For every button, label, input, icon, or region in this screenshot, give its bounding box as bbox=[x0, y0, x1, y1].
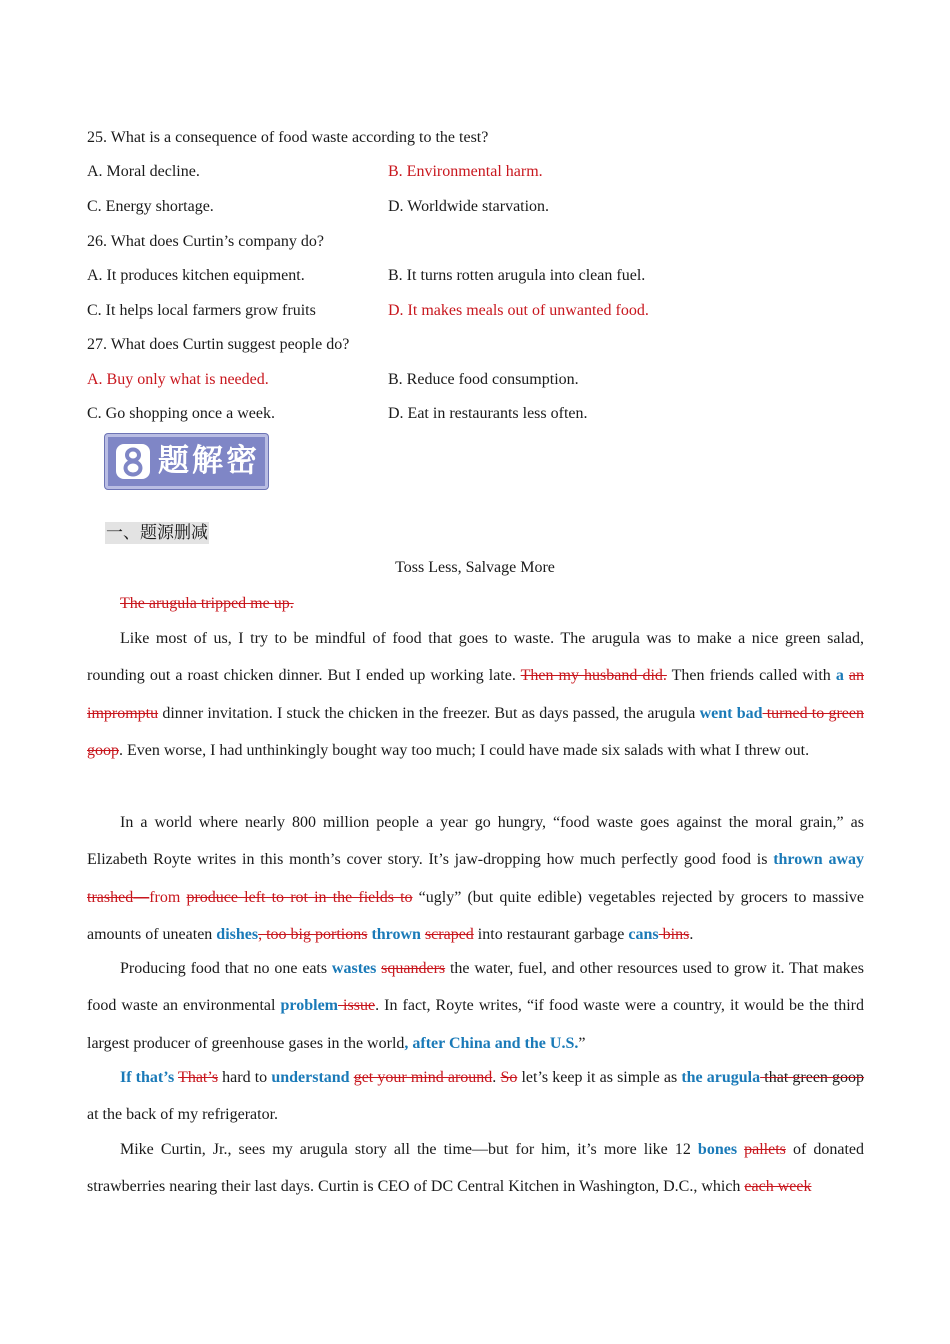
body-text: ” bbox=[578, 1034, 586, 1052]
q27-stem: 27. What does Curtin suggest people do? bbox=[87, 336, 350, 353]
body-text: Mike Curtin, Jr., sees my arugula story all the time—but for him, it’s more like 12 bbox=[120, 1141, 698, 1158]
body-text: Then friends called with bbox=[666, 667, 836, 685]
deleted-text: get your mind around bbox=[353, 1069, 493, 1086]
inserted-text: bones bbox=[697, 1141, 738, 1158]
inserted-text: the arugula bbox=[681, 1069, 761, 1086]
body-text: . Even worse, I had unthinkingly bought way too much; I could have made six salads with what I threw out. bbox=[119, 741, 810, 759]
deleted-text: squanders bbox=[381, 960, 446, 977]
inserted-text: cans bbox=[628, 925, 659, 943]
deleted-text: scraped bbox=[424, 925, 474, 943]
deleted-text: The arugula tripped me up. bbox=[120, 595, 294, 612]
article-paragraph-4 bbox=[87, 1059, 864, 1134]
q25-option-a: A. Moral decline. bbox=[87, 163, 200, 180]
inserted-text: thrown away bbox=[773, 851, 865, 869]
deleted-text: turned to green goop bbox=[87, 704, 864, 759]
inserted-text: , after China and the U.S. bbox=[404, 1034, 579, 1052]
inserted-text: thrown bbox=[371, 925, 421, 943]
body-text: hard to bbox=[218, 1069, 272, 1086]
deleted-text: So bbox=[500, 1069, 518, 1086]
q25-stem: 25. What is a consequence of food waste according to the test? bbox=[87, 129, 489, 146]
inserted-text: went bad bbox=[699, 704, 763, 722]
deleted-text: pallets bbox=[744, 1141, 786, 1158]
q26-stem: 26. What does Curtin’s company do? bbox=[87, 233, 324, 250]
article-paragraph-1 bbox=[87, 620, 864, 769]
q26-option-c: C. It helps local farmers grow fruits bbox=[87, 302, 316, 319]
deleted-text: — bbox=[133, 888, 150, 906]
inserted-text: dishes bbox=[216, 925, 259, 943]
body-text: Producing food that no one eats bbox=[120, 960, 332, 977]
article-paragraph-5 bbox=[87, 1131, 864, 1206]
edited-text: from bbox=[149, 888, 181, 906]
deleted-text: produce left to rot in the fields to bbox=[186, 888, 413, 906]
article-paragraph-0 bbox=[87, 585, 864, 622]
inserted-text: a bbox=[835, 667, 844, 685]
article-title: Toss Less, Salvage More bbox=[395, 559, 555, 576]
q26-option-b: B. It turns rotten arugula into clean fuel. bbox=[388, 267, 646, 284]
inserted-text: understand bbox=[271, 1069, 350, 1086]
q27-option-d: D. Eat in restaurants less often. bbox=[388, 405, 588, 422]
deleted-text: That’s bbox=[178, 1069, 219, 1086]
deleted-text: an bbox=[848, 667, 865, 685]
body-text: . bbox=[689, 925, 694, 943]
body-text: . bbox=[492, 1069, 501, 1086]
section-heading: 一、题源删减 bbox=[106, 523, 208, 543]
article-paragraph-3 bbox=[87, 950, 864, 1062]
q25-option-c: C. Energy shortage. bbox=[87, 198, 214, 215]
inserted-text: If that’s bbox=[120, 1069, 175, 1086]
body-text: . In fact, Royte writes, “if food waste were a country, it would be the third largest producer of greenhouse gases in the world bbox=[87, 997, 864, 1052]
q26-option-d-answer: D. It makes meals out of unwanted food. bbox=[388, 302, 649, 319]
body-text: of donated strawberries nearing their last days. Curtin is CEO of DC Central Kitchen in Washington, D.C., which bbox=[87, 1141, 865, 1196]
body-text: “ugly” (but quite edible) vegetables rejected by grocers to massive amounts of uneaten bbox=[87, 888, 865, 943]
body-text: the water, fuel, and other resources used to grow it. That makes food waste an environmental bbox=[87, 960, 865, 1015]
deleted-text: trashed bbox=[87, 888, 134, 906]
body-text: at the back of my refrigerator. bbox=[87, 1106, 279, 1124]
body-text: dinner invitation. I stuck the chicken in the freezer. But as days passed, the arugula bbox=[158, 704, 700, 722]
q25-option-d: D. Worldwide starvation. bbox=[388, 198, 550, 215]
q25-option-b-answer: B. Environmental harm. bbox=[388, 163, 543, 180]
deleted-text: that green goop bbox=[760, 1069, 865, 1086]
body-text: into restaurant garbage bbox=[473, 925, 629, 943]
deleted-text: impromptu bbox=[87, 704, 159, 722]
q27-option-c: C. Go shopping once a week. bbox=[87, 405, 275, 422]
q26-option-a: A. It produces kitchen equipment. bbox=[87, 267, 305, 284]
q27-option-b: B. Reduce food consumption. bbox=[388, 371, 579, 388]
logo-text: 题解密 bbox=[158, 443, 260, 479]
body-text: let’s keep it as simple as bbox=[517, 1069, 682, 1086]
article-paragraph-2 bbox=[87, 804, 864, 953]
section-logo-badge bbox=[105, 434, 268, 489]
deleted-text: , too big portions bbox=[258, 925, 368, 943]
inserted-text: wastes bbox=[331, 960, 377, 977]
q27-option-a-answer: A. Buy only what is needed. bbox=[87, 371, 269, 388]
deleted-text: issue bbox=[338, 997, 376, 1015]
inserted-text: problem bbox=[280, 997, 338, 1015]
deleted-text: Then my husband did. bbox=[520, 667, 667, 685]
body-text: In a world where nearly 800 million people a year go hungry, “food waste goes against the moral grain,” as Elizabeth Royte writes in this month’s cover story. It’s jaw-dropping how much perfectly good food is bbox=[87, 814, 864, 869]
body-text: Like most of us, I try to be mindful of food that goes to waste. The arugula was to make a nice green salad, rounding out a roast chicken dinner. But I ended up working late. bbox=[87, 630, 864, 685]
deleted-text: bins bbox=[658, 925, 690, 943]
deleted-text: each week bbox=[744, 1178, 812, 1196]
